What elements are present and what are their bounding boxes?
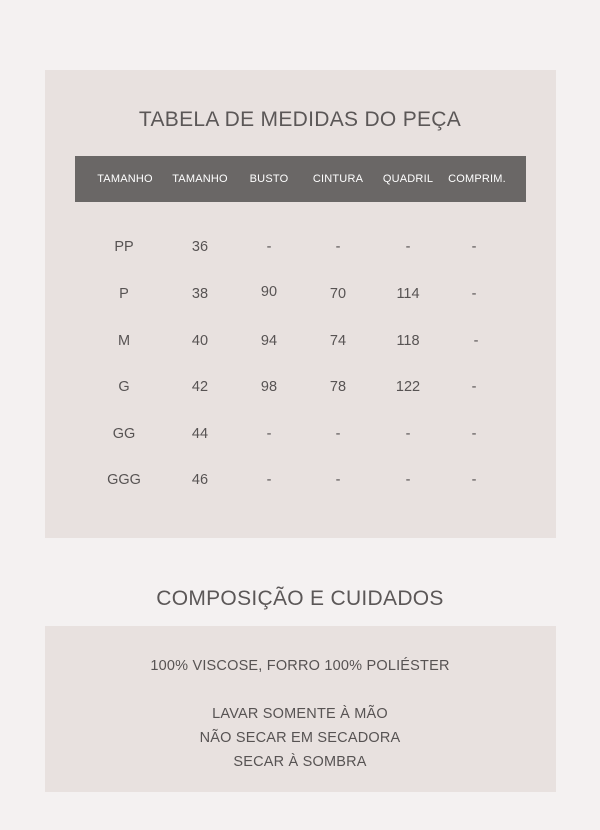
table-row	[0, 239, 600, 263]
waist-cell: -	[335, 239, 341, 255]
waist-cell: 78	[329, 379, 347, 395]
care-instruction: LAVAR SOMENTE À MÃO	[212, 706, 388, 722]
size-number-cell: 36	[191, 239, 209, 255]
header-bust: BUSTO	[249, 173, 289, 185]
care-title: COMPOSIÇÃO E CUIDADOS	[156, 587, 444, 610]
size-number-cell: 46	[191, 472, 209, 488]
waist-cell: -	[335, 472, 341, 488]
hip-cell: -	[405, 426, 411, 442]
care-instruction: SECAR À SOMBRA	[233, 754, 367, 770]
size-label-cell: P	[119, 286, 129, 302]
size-number-cell: 42	[191, 379, 209, 395]
size-label-cell: GG	[112, 426, 136, 442]
size-label-cell: PP	[114, 239, 134, 255]
header-length: COMPRIM.	[448, 173, 506, 185]
bust-cell: -	[266, 239, 272, 255]
table-row	[0, 379, 600, 403]
hip-cell: 118	[396, 333, 420, 349]
waist-cell: 74	[329, 333, 347, 349]
care-instruction: NÃO SECAR EM SECADORA	[199, 730, 401, 746]
hip-cell: -	[405, 239, 411, 255]
bust-cell: -	[266, 426, 272, 442]
composition-text: 100% VISCOSE, FORRO 100% POLIÉSTER	[150, 658, 450, 674]
bust-cell: 94	[260, 333, 278, 349]
size-number-cell: 38	[191, 286, 209, 302]
length-cell: -	[471, 472, 477, 488]
length-cell: -	[471, 426, 477, 442]
bust-cell: -	[266, 472, 272, 488]
header-waist: CINTURA	[312, 173, 364, 185]
hip-cell: 114	[396, 286, 420, 302]
size-label-cell: GGG	[107, 472, 141, 488]
hip-cell: -	[405, 472, 411, 488]
size-number-cell: 40	[191, 333, 209, 349]
waist-cell: 70	[329, 286, 347, 302]
length-cell: -	[471, 379, 477, 395]
length-cell: -	[471, 239, 477, 255]
size-number-cell: 44	[191, 426, 209, 442]
bust-cell: 90	[260, 284, 278, 300]
bust-cell: 98	[260, 379, 278, 395]
table-row	[0, 286, 600, 310]
hip-cell: 122	[395, 379, 421, 395]
size-label-cell: M	[117, 333, 131, 349]
size-label-cell: G	[118, 379, 130, 395]
table-row	[0, 426, 600, 450]
measurements-title: TABELA DE MEDIDAS DO PEÇA	[138, 108, 462, 131]
table-row	[0, 472, 600, 496]
table-header	[75, 156, 526, 202]
header-size-label: TAMANHO	[97, 173, 153, 185]
table-row	[0, 333, 600, 357]
waist-cell: -	[335, 426, 341, 442]
length-cell: -	[473, 333, 479, 349]
header-size-number: TAMANHO	[172, 173, 228, 185]
length-cell: -	[471, 286, 477, 302]
header-hip: QUADRIL	[382, 173, 434, 185]
